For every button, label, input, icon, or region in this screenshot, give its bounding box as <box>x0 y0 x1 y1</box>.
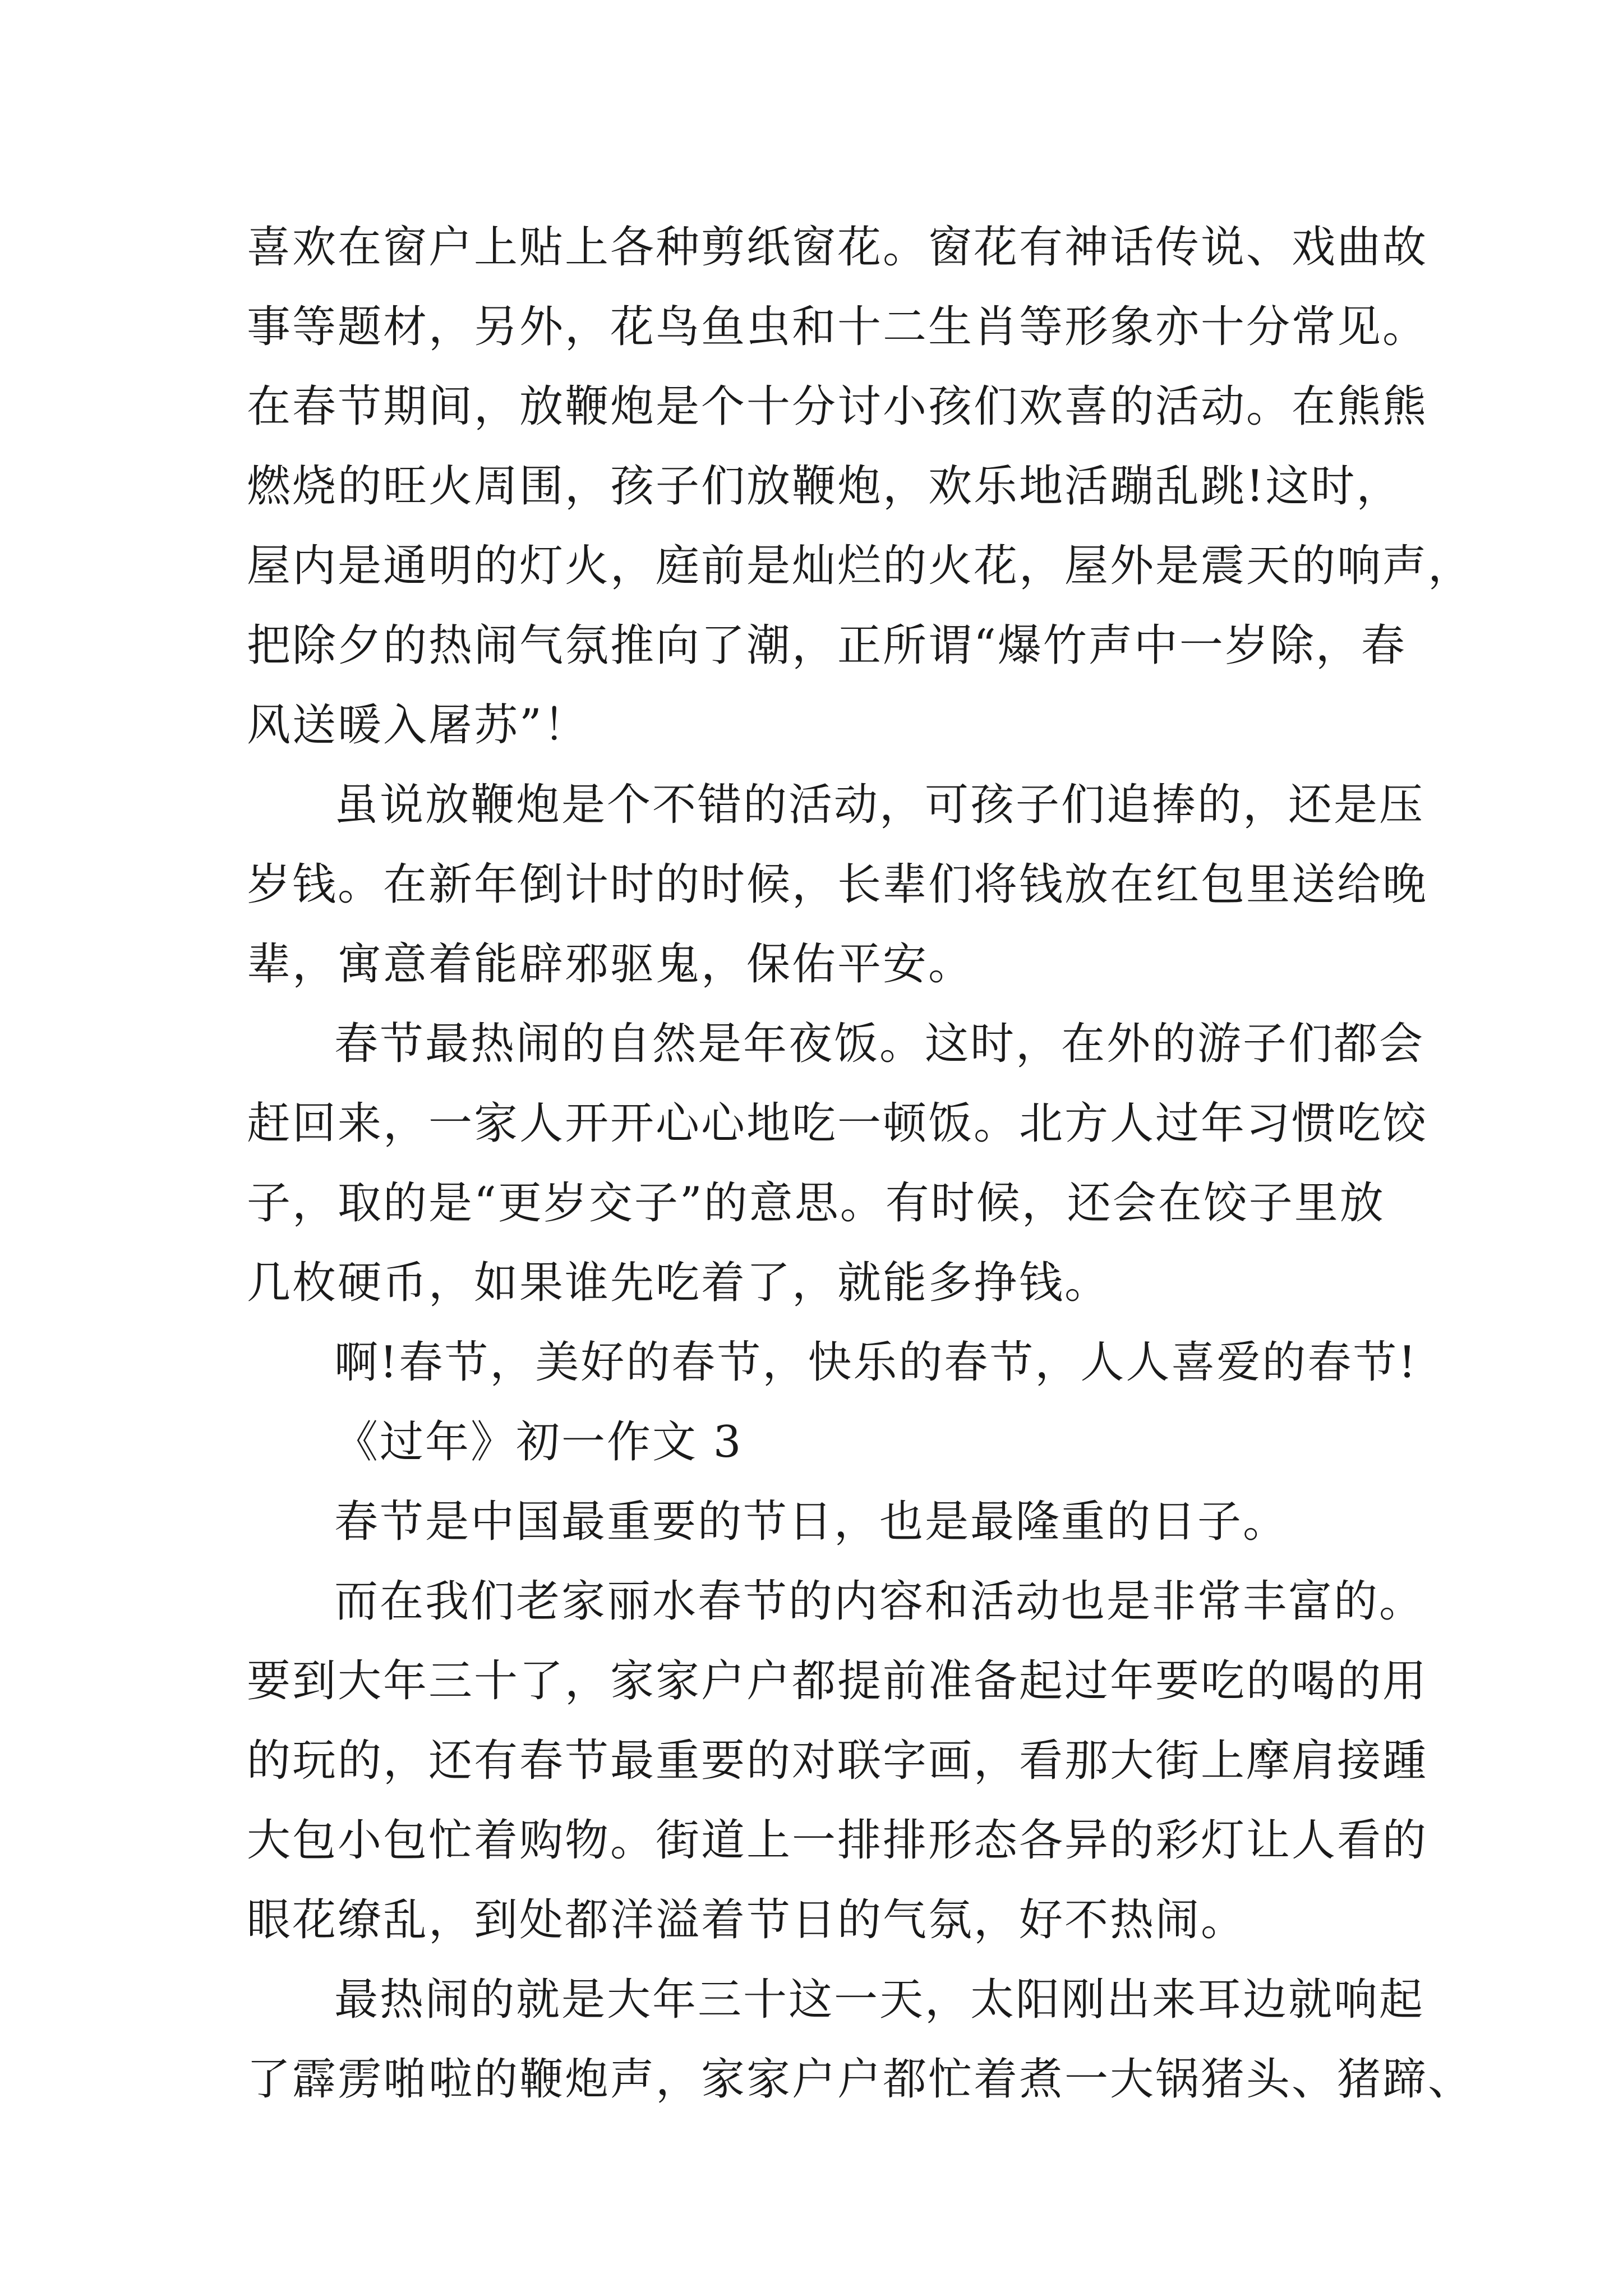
paragraph-start-line: 最热闹的就是大年三十这一天，太阳刚出来耳边就响起 <box>334 1975 1425 2025</box>
text-line: 辈，寓意着能辟邪驱鬼，保佑平安。 <box>247 939 974 990</box>
text-line: 要到大年三十了，家家户户都提前准备起过年要吃的喝的用 <box>247 1656 1428 1706</box>
text-line: 燃烧的旺火周围，孩子们放鞭炮，欢乐地活蹦乱跳!这时， <box>247 461 1402 512</box>
section-heading: 《过年》初一作文 3 <box>334 1417 743 1467</box>
text-line: 岁钱。在新年倒计时的时候，长辈们将钱放在红包里送给晚 <box>247 859 1428 910</box>
text-line: 子，取的是“更岁交子”的意思。有时候，还会在饺子里放 <box>247 1178 1385 1228</box>
text-line: 把除夕的热闹气氛推向了潮，正所谓“爆竹声中一岁除，春 <box>247 620 1407 671</box>
essay-body <box>247 208 1474 2119</box>
text-line: 大包小包忙着购物。街道上一排排形态各异的彩灯让人看的 <box>247 1815 1428 1866</box>
text-line: 屋内是通明的灯火，庭前是灿烂的火花，屋外是震天的响声， <box>247 541 1474 591</box>
text-line: 赶回来，一家人开开心心地吃一顿饭。北方人过年习惯吃饺 <box>247 1098 1428 1149</box>
paragraph-start-line: 啊!春节，美好的春节，快乐的春节，人人喜爱的春节! <box>334 1337 1418 1388</box>
paragraph-start-line: 春节是中国最重要的节日，也是最隆重的日子。 <box>334 1497 1289 1547</box>
text-line: 喜欢在窗户上贴上各种剪纸窗花。窗花有神话传说、戏曲故 <box>247 222 1428 273</box>
text-line: 眼花缭乱，到处都洋溢着节日的气氛，好不热闹。 <box>247 1895 1247 1945</box>
paragraph-start-line: 而在我们老家丽水春节的内容和活动也是非常丰富的。 <box>334 1576 1425 1627</box>
text-line: 事等题材，另外，花鸟鱼虫和十二生肖等形象亦十分常见。 <box>247 302 1428 352</box>
text-line: 了霹雳啪啦的鞭炮声，家家户户都忙着煮一大锅猪头、猪蹄、 <box>247 2054 1474 2105</box>
text-line: 在春节期间，放鞭炮是个十分讨小孩们欢喜的活动。在熊熊 <box>247 381 1428 432</box>
paragraph-start-line: 春节最热闹的自然是年夜饭。这时，在外的游子们都会 <box>334 1019 1425 1069</box>
text-line: 的玩的，还有春节最重要的对联字画，看那大街上摩肩接踵 <box>247 1736 1428 1786</box>
text-line: 几枚硬币，如果谁先吃着了，就能多挣钱。 <box>247 1258 1110 1308</box>
paragraph-start-line: 虽说放鞭炮是个不错的活动，可孩子们追捧的，还是压 <box>334 780 1425 830</box>
text-line: 风送暖入屠苏”！ <box>247 700 589 751</box>
